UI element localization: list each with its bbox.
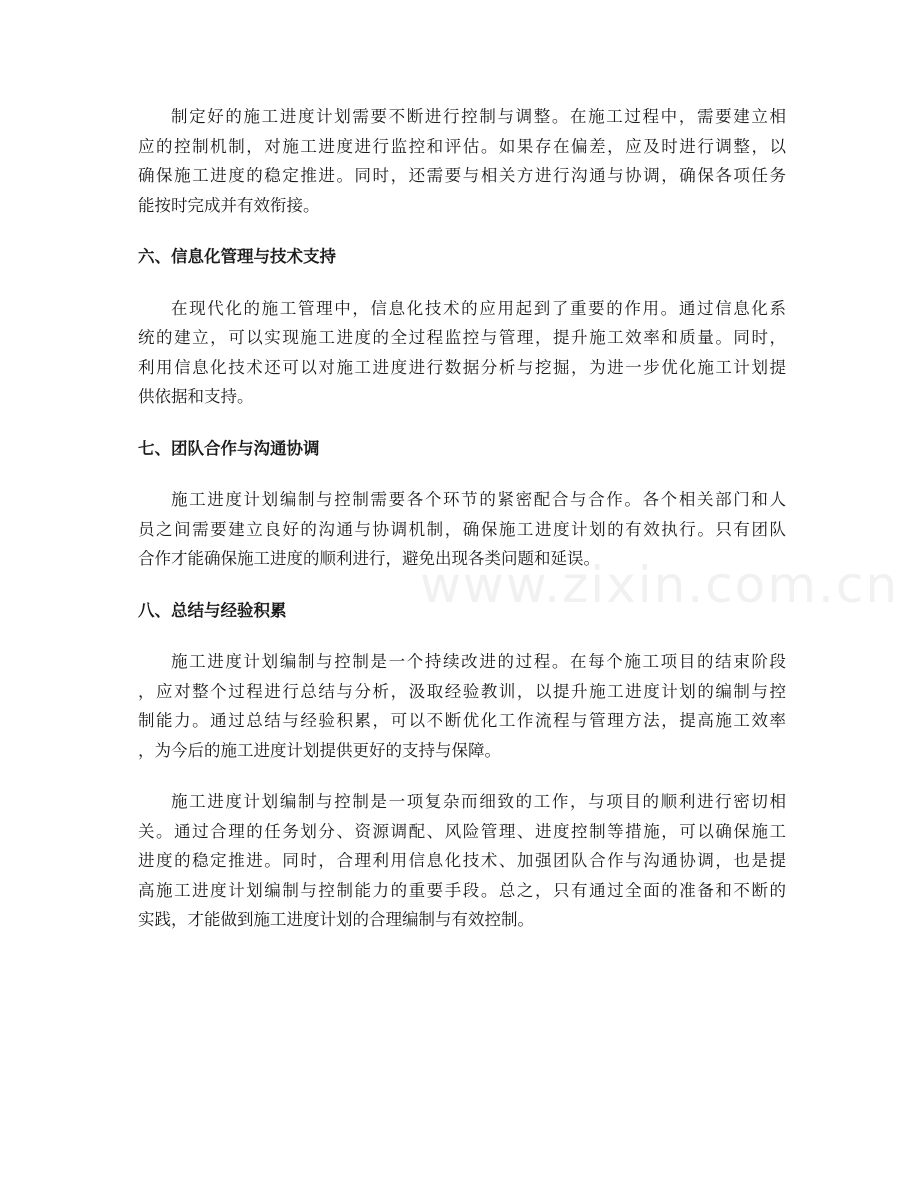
paragraph-line: ，为今后的施工进度计划提供更好的支持与保障。 — [138, 740, 501, 760]
paragraph — [138, 647, 786, 765]
paragraph — [138, 294, 786, 412]
paragraph-line: 在现代化的施工管理中，信息化技术的应用起到了重要的作用。通过信息化系 — [171, 298, 786, 318]
paragraph-line: 高施工进度计划编制与控制能力的重要手段。总之，只有通过全面的准备和不断的 — [138, 880, 786, 900]
paragraph-line: 利用信息化技术还可以对施工进度进行数据分析与挖掘，为进一步优化施工计划提 — [138, 357, 786, 377]
watermark: www.zixin.com.cn — [420, 556, 900, 614]
paragraph-line: 能按时完成并有效衔接。 — [138, 195, 320, 215]
paragraph-line: 应的控制机制，对施工进度进行监控和评估。如果存在偏差，应及时进行调整，以 — [138, 136, 786, 156]
paragraph-line: 施工进度计划编制与控制是一个持续改进的过程。在每个施工项目的结束阶段 — [171, 652, 786, 671]
paragraph-line: 制能力。通过总结与经验积累，可以不断优化工作流程与管理方法，提高施工效率 — [138, 711, 786, 730]
section-heading: 六、信息化管理与技术支持 — [138, 247, 336, 266]
paragraph-line: 实践，才能做到施工进度计划的合理编制与有效控制。 — [138, 910, 534, 929]
paragraph-line: 确保施工进度的稳定推进。同时，还需要与相关方进行沟通与协调，确保各项任务 — [138, 166, 786, 185]
section-heading: 八、总结与经验积累 — [138, 600, 287, 620]
paragraph-line: 施工进度计划编制与控制是一项复杂而细致的工作，与项目的顺利进行密切相 — [171, 792, 786, 811]
paragraph-line: 制定好的施工进度计划需要不断进行控制与调整。在施工过程中，需要建立相 — [171, 107, 786, 126]
paragraph-line: ，应对整个过程进行总结与分析，汲取经验教训，以提升施工进度计划的编制与控 — [138, 681, 786, 701]
section-heading: 七、团队合作与沟通协调 — [138, 438, 320, 458]
paragraph — [138, 485, 786, 574]
paragraph-line: 进度的稳定推进。同时，合理利用信息化技术、加强团队合作与沟通协调，也是提 — [138, 851, 786, 870]
paragraph-line: 供依据和支持。 — [138, 387, 254, 406]
paragraph-line: 施工进度计划编制与控制需要各个环节的紧密配合与合作。各个相关部门和人 — [171, 490, 786, 509]
document-body — [138, 102, 786, 957]
paragraph-line: 统的建立，可以实现施工进度的全过程监控与管理，提升施工效率和质量。同时， — [138, 328, 786, 347]
paragraph-line: 员之间需要建立良好的沟通与协调机制，确保施工进度计划的有效执行。只有团队 — [138, 519, 786, 539]
paragraph-line: 合作才能确保施工进度的顺利进行，避免出现各类问题和延误。 — [138, 549, 600, 568]
paragraph — [138, 787, 786, 935]
paragraph — [138, 102, 786, 220]
paragraph-line: 关。通过合理的任务划分、资源调配、风险管理、进度控制等措施，可以确保施工 — [138, 821, 786, 841]
